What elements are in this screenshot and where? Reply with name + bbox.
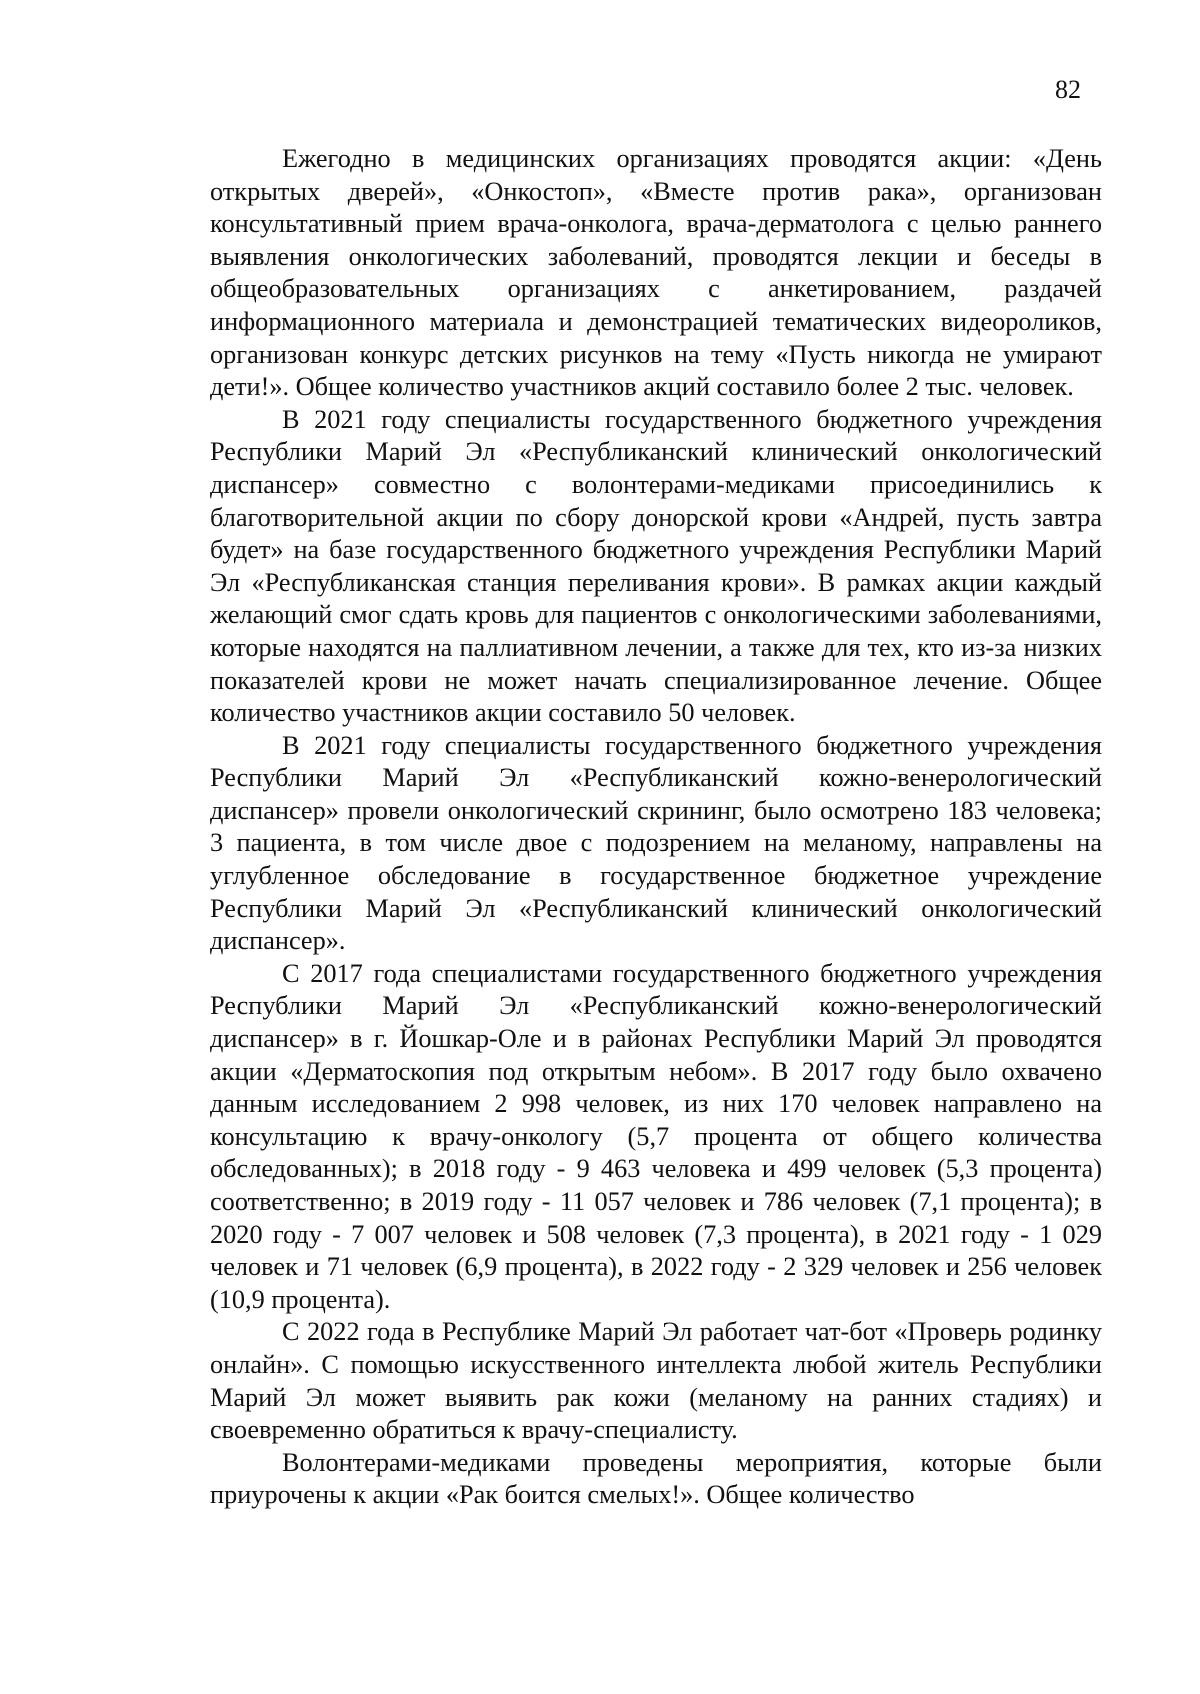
- paragraph-oncology-screening-2021: В 2021 году специалисты государственного бюджетного учреждения Республики Марий Эл «Республиканский кожно-венерологический диспансер» провели онкологический скрининг, было осмотрено 183 человека; 3 пациента, в том числе двое с подозрением на меланому, направлены на углубленное обследование в государственное бюджетное учреждение Республики Марий Эл «Республиканский клинический онкологический диспансер».: [210, 730, 1102, 956]
- paragraph-dermatoscopy-campaign: С 2017 года специалистами государственного бюджетного учреждения Республики Марий Эл «Республиканский кожно-венерологический диспансер» в г. Йошкар-Оле и в районах Республики Марий Эл проводятся акции «Дерматоскопия под открытым небом». В 2017 году было охвачено данным исследованием 2 998 человек, из них 170 человек направлено на консультацию к врачу-онкологу (5,7 процента от общего количества обследованных); в 2018 году - 9 463 человека и 499 человек (5,3 процента) соответственно; в 2019 году - 11 057 человек и 786 человек (7,1 процента); в 2020 году - 7 007 человек и 508 человек (7,3 процента), в 2021 году - 1 029 человек и 71 человек (6,9 процента), в 2022 году - 2 329 человек и 256 человек (10,9 процента).: [210, 958, 1102, 1314]
- page-number: 82: [1055, 75, 1081, 104]
- paragraph-volunteer-events: Волонтерами-медиками проведены мероприятия, которые были приурочены к акции «Рак боится смелых!». Общее количество: [210, 1447, 1102, 1510]
- paragraph-open-days-campaigns: Ежегодно в медицинских организациях проводятся акции: «День открытых дверей», «Онкостоп», «Вместе против рака», организован консультативный прием врача-онколога, врача-дерматолога с целью раннего выявления онкологических заболеваний, проводятся лекции и беседы в общеобразовательных организациях с анкетированием, раздачей информационного материала и демонстрацией тематических видеороликов, организован конкурс детских рисунков на тему «Пусть никогда не умирают дети!». Общее количество участников акций составило более 2 тыс. человек.: [210, 144, 1102, 402]
- paragraph-blood-donation-campaign: В 2021 году специалисты государственного бюджетного учреждения Республики Марий Эл «Республиканский клинический онкологический диспансер» совместно с волонтерами-медиками присоединились к благотворительной акции по сбору донорской крови «Андрей, пусть завтра будет» на базе государственного бюджетного учреждения Республики Марий Эл «Республиканская станция переливания крови». В рамках акции каждый желающий смог сдать кровь для пациентов с онкологическими заболеваниями, которые находятся на паллиативном лечении, а также для тех, кто из-за низких показателей крови не может начать специализированное лечение. Общее количество участников акции составило 50 человек.: [210, 404, 1102, 728]
- document-body: [210, 143, 1102, 1512]
- paragraph-chat-bot: С 2022 года в Республике Марий Эл работает чат-бот «Проверь родинку онлайн». С помощью искусственного интеллекта любой житель Республики Марий Эл может выявить рак кожи (меланому на ранних стадиях) и своевременно обратиться к врачу-специалисту.: [210, 1317, 1102, 1445]
